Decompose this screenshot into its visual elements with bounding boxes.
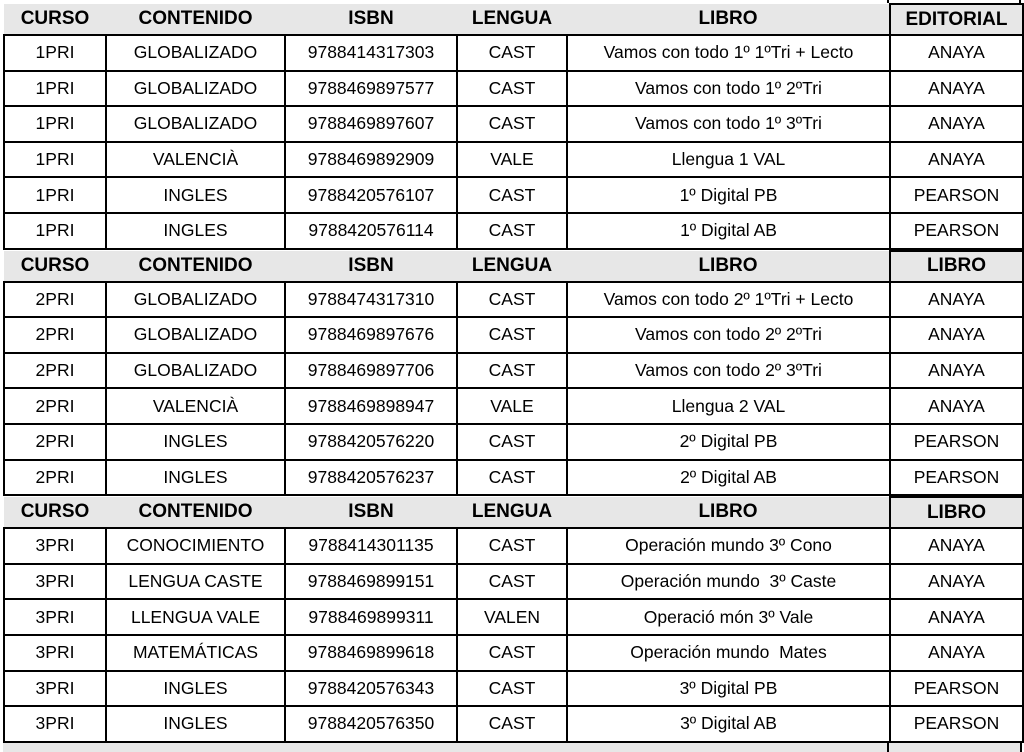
cell-curso: 3PRI: [4, 635, 106, 671]
cell-curso: 2PRI: [4, 460, 106, 496]
cell-contenido: INGLES: [106, 671, 285, 707]
header-lengua: LENGUA: [457, 4, 567, 35]
cell-editorial: ANAYA: [890, 388, 1023, 424]
cell-lengua: CAST: [457, 564, 567, 600]
cell-libro: Vamos con todo 2º 2ºTri: [567, 317, 890, 353]
cell-isbn: 9788469899311: [285, 599, 457, 635]
table-row: [4, 35, 1023, 71]
cell-isbn: 9788420576343: [285, 671, 457, 707]
cell-curso: 1PRI: [4, 71, 106, 107]
cell-lengua: CAST: [457, 282, 567, 318]
cell-contenido: VALENCIÀ: [106, 388, 285, 424]
cell-isbn: 9788469897676: [285, 317, 457, 353]
cell-lengua: CAST: [457, 706, 567, 742]
table-row: [4, 106, 1023, 142]
cell-isbn: 9788469899618: [285, 635, 457, 671]
cell-curso: 3PRI: [4, 564, 106, 600]
cell-libro: 3º Digital AB: [567, 706, 890, 742]
cell-lengua: CAST: [457, 35, 567, 71]
header-libro: LIBRO: [567, 4, 890, 35]
cell-contenido: LENGUA CASTE: [106, 564, 285, 600]
cell-contenido: INGLES: [106, 706, 285, 742]
header-row: [4, 4, 1023, 35]
cell-contenido: GLOBALIZADO: [106, 71, 285, 107]
cell-libro: Operación mundo 3º Cono: [567, 528, 890, 564]
cell-editorial: ANAYA: [890, 142, 1023, 178]
cell-libro: Vamos con todo 1º 1ºTri + Lecto: [567, 35, 890, 71]
cell-editorial: PEARSON: [890, 671, 1023, 707]
header-libro: LIBRO: [567, 497, 890, 528]
cell-contenido: INGLES: [106, 213, 285, 249]
cell-curso: 2PRI: [4, 353, 106, 389]
cell-editorial: ANAYA: [890, 35, 1023, 71]
table-row: [4, 424, 1023, 460]
cell-contenido: GLOBALIZADO: [106, 35, 285, 71]
cell-lengua: CAST: [457, 635, 567, 671]
cell-libro: Vamos con todo 2º 3ºTri: [567, 353, 890, 389]
cell-editorial: ANAYA: [890, 599, 1023, 635]
cell-editorial: ANAYA: [890, 528, 1023, 564]
cell-editorial: PEARSON: [890, 177, 1023, 213]
cell-curso: 2PRI: [4, 317, 106, 353]
header-isbn: ISBN: [285, 4, 457, 35]
cropped-previous-row: [3, 0, 1022, 3]
table-row: [4, 71, 1023, 107]
header-row: [4, 251, 1023, 282]
cell-libro: Vamos con todo 1º 2ºTri: [567, 71, 890, 107]
cell-contenido: GLOBALIZADO: [106, 282, 285, 318]
header-editorial: LIBRO: [890, 251, 1023, 282]
header-editorial: LIBRO: [890, 497, 1023, 528]
cell-lengua: CAST: [457, 317, 567, 353]
table-row: [4, 353, 1023, 389]
header-curso: CURSO: [4, 497, 106, 528]
table-row: [4, 177, 1023, 213]
cell-editorial: ANAYA: [890, 71, 1023, 107]
cell-curso: 2PRI: [4, 388, 106, 424]
cell-contenido: CONOCIMIENTO: [106, 528, 285, 564]
cell-editorial: PEARSON: [890, 460, 1023, 496]
table-row: [4, 671, 1023, 707]
header-curso: CURSO: [4, 251, 106, 282]
header-contenido: CONTENIDO: [106, 251, 285, 282]
table-row: [4, 282, 1023, 318]
cell-libro: Operación mundo Mates: [567, 635, 890, 671]
cell-editorial: PEARSON: [890, 213, 1023, 249]
cell-isbn: 9788420576220: [285, 424, 457, 460]
table-row: [4, 317, 1023, 353]
header-contenido: CONTENIDO: [106, 497, 285, 528]
cell-contenido: GLOBALIZADO: [106, 317, 285, 353]
cell-lengua: VALE: [457, 142, 567, 178]
cell-isbn: 9788474317310: [285, 282, 457, 318]
table-row: [4, 142, 1023, 178]
header-lengua: LENGUA: [457, 497, 567, 528]
cropped-next-header: [3, 743, 1022, 752]
cropped-border-stub: [1019, 0, 1021, 3]
table-row: [4, 564, 1023, 600]
cell-isbn: 9788469899151: [285, 564, 457, 600]
table-row: [4, 213, 1023, 249]
cell-libro: Llengua 1 VAL: [567, 142, 890, 178]
cell-lengua: CAST: [457, 106, 567, 142]
cell-isbn: 9788469897607: [285, 106, 457, 142]
cell-lengua: VALE: [457, 388, 567, 424]
header-contenido: CONTENIDO: [106, 4, 285, 35]
cell-curso: 3PRI: [4, 599, 106, 635]
course-sections: [0, 3, 1024, 743]
cell-lengua: CAST: [457, 528, 567, 564]
header-lengua: LENGUA: [457, 251, 567, 282]
cell-editorial: ANAYA: [890, 282, 1023, 318]
cell-lengua: CAST: [457, 177, 567, 213]
cell-isbn: 9788420576350: [285, 706, 457, 742]
cell-lengua: CAST: [457, 671, 567, 707]
table-row: [4, 706, 1023, 742]
cell-editorial: PEARSON: [890, 424, 1023, 460]
cell-curso: 3PRI: [4, 706, 106, 742]
cell-isbn: 9788420576237: [285, 460, 457, 496]
cell-lengua: VALEN: [457, 599, 567, 635]
cell-curso: 1PRI: [4, 106, 106, 142]
header-row: [4, 497, 1023, 528]
cell-contenido: GLOBALIZADO: [106, 353, 285, 389]
cell-libro: Operación mundo 3º Caste: [567, 564, 890, 600]
table-row: [4, 388, 1023, 424]
section-3pri-table: [3, 496, 1024, 743]
cell-curso: 1PRI: [4, 213, 106, 249]
cell-contenido: INGLES: [106, 424, 285, 460]
cell-editorial: ANAYA: [890, 106, 1023, 142]
cell-lengua: CAST: [457, 353, 567, 389]
cell-lengua: CAST: [457, 213, 567, 249]
cell-curso: 1PRI: [4, 35, 106, 71]
cell-curso: 2PRI: [4, 282, 106, 318]
cell-isbn: 9788420576114: [285, 213, 457, 249]
cell-libro: Operació món 3º Vale: [567, 599, 890, 635]
cell-contenido: GLOBALIZADO: [106, 106, 285, 142]
cell-editorial: ANAYA: [890, 353, 1023, 389]
header-libro: LIBRO: [567, 251, 890, 282]
cell-lengua: CAST: [457, 424, 567, 460]
cell-contenido: INGLES: [106, 177, 285, 213]
cell-isbn: 9788414301135: [285, 528, 457, 564]
cell-curso: 3PRI: [4, 528, 106, 564]
cell-contenido: MATEMÁTICAS: [106, 635, 285, 671]
cell-editorial: ANAYA: [890, 317, 1023, 353]
cropped-editorial-column-border: [887, 743, 1022, 752]
cell-isbn: 9788420576107: [285, 177, 457, 213]
cell-isbn: 9788469897706: [285, 353, 457, 389]
cell-lengua: CAST: [457, 460, 567, 496]
cell-libro: 2º Digital PB: [567, 424, 890, 460]
cell-editorial: ANAYA: [890, 635, 1023, 671]
cell-curso: 1PRI: [4, 142, 106, 178]
cell-libro: Vamos con todo 1º 3ºTri: [567, 106, 890, 142]
cell-libro: Vamos con todo 2º 1ºTri + Lecto: [567, 282, 890, 318]
cell-lengua: CAST: [457, 71, 567, 107]
section-2pri-table: [3, 250, 1024, 497]
cell-contenido: INGLES: [106, 460, 285, 496]
cell-libro: 1º Digital AB: [567, 213, 890, 249]
table-row: [4, 599, 1023, 635]
cell-libro: 3º Digital PB: [567, 671, 890, 707]
cell-libro: 2º Digital AB: [567, 460, 890, 496]
section-1pri-table: [3, 3, 1024, 250]
header-curso: CURSO: [4, 4, 106, 35]
cell-libro: 1º Digital PB: [567, 177, 890, 213]
table-row: [4, 635, 1023, 671]
cell-editorial: ANAYA: [890, 564, 1023, 600]
header-editorial: EDITORIAL: [890, 4, 1023, 35]
cell-editorial: PEARSON: [890, 706, 1023, 742]
cell-contenido: VALENCIÀ: [106, 142, 285, 178]
cell-contenido: LLENGUA VALE: [106, 599, 285, 635]
cell-isbn: 9788469898947: [285, 388, 457, 424]
cell-isbn: 9788414317303: [285, 35, 457, 71]
header-isbn: ISBN: [285, 497, 457, 528]
header-isbn: ISBN: [285, 251, 457, 282]
cell-libro: Llengua 2 VAL: [567, 388, 890, 424]
cell-curso: 2PRI: [4, 424, 106, 460]
cropped-border-stub: [887, 0, 889, 3]
table-row: [4, 528, 1023, 564]
cell-curso: 3PRI: [4, 671, 106, 707]
cell-isbn: 9788469897577: [285, 71, 457, 107]
cell-curso: 1PRI: [4, 177, 106, 213]
table-row: [4, 460, 1023, 496]
cell-isbn: 9788469892909: [285, 142, 457, 178]
